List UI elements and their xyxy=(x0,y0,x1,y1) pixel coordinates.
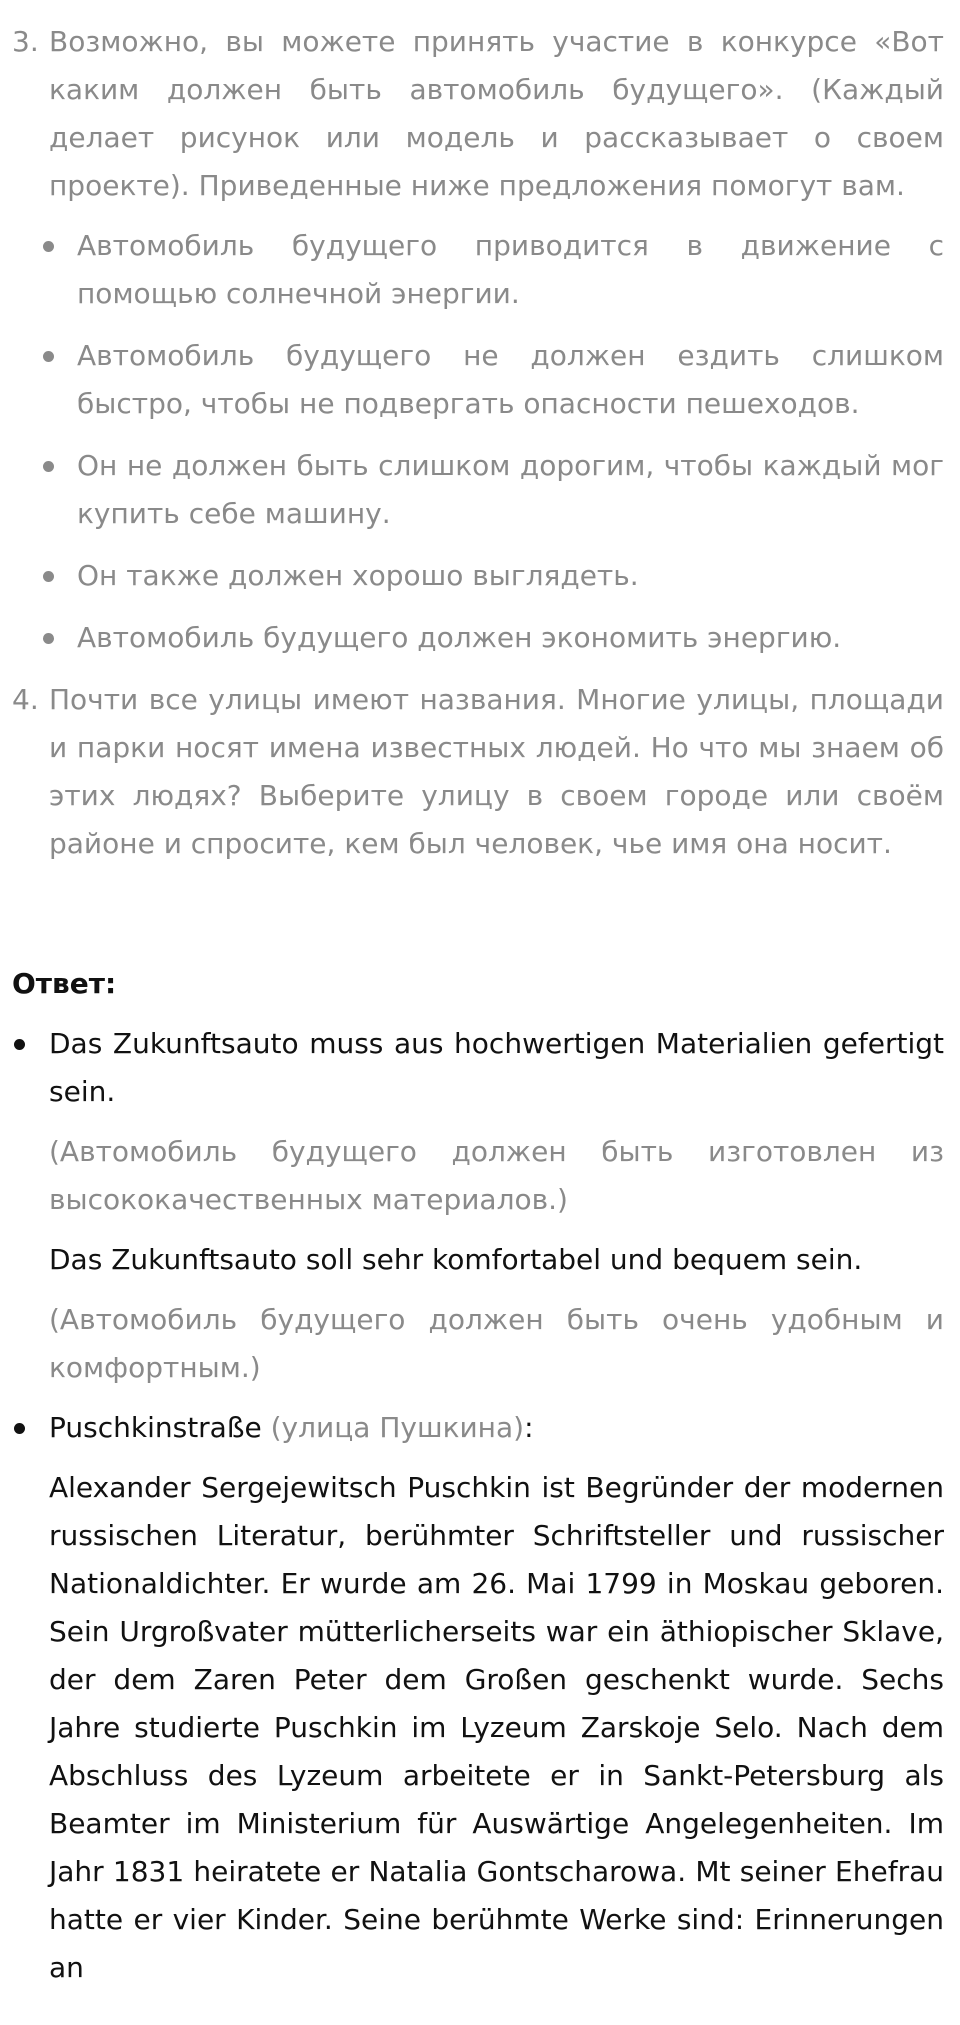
task-3-bullet-list xyxy=(12,222,944,662)
answer-item-2 xyxy=(12,1404,944,1992)
street-name: Puschkinstraße xyxy=(49,1411,262,1444)
bullet-icon xyxy=(43,241,54,252)
answer-heading: Ответ: xyxy=(12,967,117,1000)
answer-german-sentence-1: Das Zukunftsauto muss aus hochwertigen Materialien gefertigt sein. xyxy=(49,1027,944,1108)
list-item-text: Автомобиль будущего приводится в движение с помощью солнечной энергии. xyxy=(77,229,944,310)
bullet-icon xyxy=(43,351,54,362)
street-name-russian: (улица Пушкина) xyxy=(270,1411,525,1444)
list-item xyxy=(12,552,944,600)
answer-german-sentence-2: Das Zukunftsauto soll sehr komfortabel und bequem sein. xyxy=(49,1243,863,1276)
bullet-icon xyxy=(43,571,54,582)
task-4-text: Почти все улицы имеют названия. Многие улицы, площади и парки носят имена известных людей. Но что мы знаем об этих людях? Выберите улицу в своем городе или своём районе и спросите, кем был человек, чье имя она носит. xyxy=(49,683,944,860)
list-item xyxy=(12,614,944,662)
answer-street-heading xyxy=(49,1404,944,1452)
task-4-number: 4. xyxy=(12,683,39,716)
bullet-icon xyxy=(43,461,54,472)
list-item xyxy=(12,222,944,318)
task-3 xyxy=(12,18,944,210)
answer-russian-translation-1: (Автомобиль будущего должен быть изготовлен из высококачественных материалов.) xyxy=(49,1135,944,1216)
task-3-text: Возможно, вы можете принять участие в конкурсе «Вот каким должен быть автомобиль будущего». (Каждый делает рисунок или модель и рассказывает о своем проекте). Приведенные ниже предложения помогут вам. xyxy=(49,25,944,202)
list-item xyxy=(12,332,944,428)
list-item-text: Автомобиль будущего должен экономить энергию. xyxy=(77,621,842,654)
list-item-text: Он не должен быть слишком дорогим, чтобы каждый мог купить себе машину. xyxy=(77,449,944,530)
list-item-text: Автомобиль будущего не должен ездить слишком быстро, чтобы не подвергать опасности пешеходов. xyxy=(77,339,944,420)
bullet-icon xyxy=(43,633,54,644)
list-item xyxy=(12,442,944,538)
street-colon: : xyxy=(524,1411,534,1444)
list-item-text: Он также должен хорошо выглядеть. xyxy=(77,559,639,592)
bullet-icon xyxy=(14,1423,25,1434)
bullet-icon xyxy=(14,1039,25,1050)
task-3-number: 3. xyxy=(12,25,39,58)
answer-russian-translation-2: (Автомобиль будущего должен быть очень удобным и комфортным.) xyxy=(49,1303,944,1384)
answer-item-1 xyxy=(12,1020,944,1392)
pushkin-biography: Alexander Sergejewitsch Puschkin ist Begründer der modernen russischen Literatur, berühmter Schriftsteller und russischer Nationaldichter. Er wurde am 26. Mai 1799 in Moskau geboren. Sein Urgroßvater mütterlicherseits war ein äthiopischer Sklave, der dem Zaren Peter dem Großen geschenkt wurde. Sechs Jahre studierte Puschkin im Lyzeum Zarskoje Selo. Nach dem Abschluss des Lyzeum arbeitete er in Sankt-Petersburg als Beamter im Ministerium für Auswärtige Angelegenheiten. Im Jahr 1831 heiratete er Natalia Gontscharowa. Mt seiner Ehefrau hatte er vier Kinder. Seine berühmte Werke sind: Erinnerungen an xyxy=(49,1471,944,1984)
task-4 xyxy=(12,676,944,868)
